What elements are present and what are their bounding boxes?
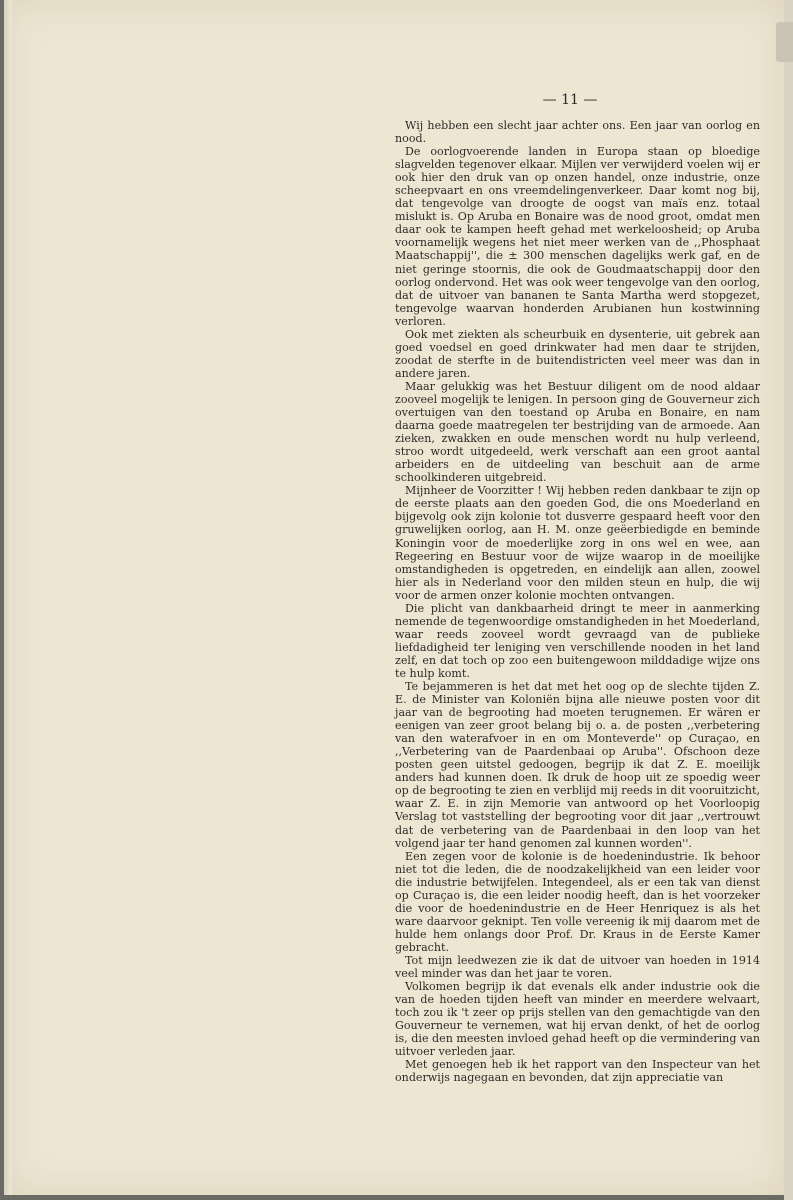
paragraph: Tot mijn leedwezen zie ik dat de uitvoer van hoeden in 1914 veel minder was dan het jaar te voren. — [395, 954, 760, 981]
paragraph: Te bejammeren is het dat met het oog op de slechte tijden Z. E. de Minister van Koloniën bijna alle nieuwe posten voor dit jaar van de begrooting had moeten terugnemen. Er wären er eenigen van zeer groot belang bij o. a. de posten ,,verbetering van den waterafvoer in en om Monteverde'' op Curaçao, en ,,Verbetering van de Paardenbaai op Aruba''. Ofschoon deze posten geen uitstel gedoogen, begrijp ik dat Z. E. moeilijk anders had kunnen doen. Ik druk de hoop uit ze spoedig weer op de begrooting te zien en verblijd mij reeds in dit vooruitzicht, waar Z. E. in zijn Memorie van antwoord op het Voorloopig Verslag tot vaststelling der begrooting voor dit jaar ,,vertrouwt dat de verbetering van de Paardenbaai in den loop van het volgend jaar ter hand genomen zal kunnen worden''. — [395, 680, 760, 850]
paragraph: Mijnheer de Voorzitter ! Wij hebben reden dankbaar te zijn op de eerste plaats aan den goeden God, die ons Moederland en bijgevolg ook zijn kolonie tot dusverre gespaard heeft voor den gruwelijken oorlog, aan H. M. onze geëerbiedigde en beminde Koningin voor de moederlijke zorg in ons wel en wee, aan Regeering en Bestuur voor de wijze waarop in de moeilijke omstandigheden is opgetreden, en eindelijk aan allen, zoowel hier als in Nederland voor den milden steun en hulp, die wij voor de armen onzer kolonie mochten ontvangen. — [395, 484, 760, 602]
page-tab — [776, 22, 793, 62]
paragraph: Die plicht van dankbaarheid dringt te meer in aanmerking nemende de tegenwoordige omstandigheden in het Moederland, waar reeds zooveel wordt gevraagd van de publieke liefdadigheid ter leniging ven verschillende nooden in het land zelf, en dat toch op zoo een buitengewoon milddadige wijze ons te hulp komt. — [395, 601, 760, 680]
paragraph: Ook met ziekten als scheurbuik en dysenterie, uit gebrek aan goed voedsel en goed drinkwater had men daar te strijden, zoodat de sterfte in de buitendistricten veel meer was dan in andere jaren. — [395, 327, 760, 380]
paragraph: Maar gelukkig was het Bestuur diligent om de nood aldaar zooveel mogelijk te lenigen. In persoon ging de Gouverneur zich overtuigen van den toestand op Aruba en Bonaire, en nam daarna goede maatregelen ter bestrijding van de armoede. Aan zieken, zwakken en oude menschen wordt nu hulp verleend, stroo wordt uitgedeeld, werk verschaft aan een groot aantal arbeiders en de uitdeeling van beschuit aan de arme schoolkinderen uitgebreid. — [395, 379, 760, 485]
paragraph: Volkomen begrijp ik dat evenals elk ander industrie ook die van de hoeden tijden heeft van minder en meerdere welvaart, toch zou ik 't zeer op prijs stellen van den gemachtigde van den Gouverneur te vernemen, wat hij ervan denkt, of het de oorlog is, die den meesten invloed gehad heeft op die vermindering van uitvoer verleden jaar. — [395, 980, 760, 1059]
paragraph: Wij hebben een slecht jaar achter ons. Een jaar van oorlog en nood. — [395, 119, 760, 146]
text-column — [395, 119, 760, 1084]
paragraph: De oorlogvoerende landen in Europa staan op bloedige slagvelden tegenover elkaar. Mijlen ver verwijderd voelen wij er ook hier den druk van op onzen handel, onze industrie, onze scheepvaart en ons vreemdelingenverkeer. Daar komt nog bij, dat tengevolge van droogte de oogst van maïs enz. totaal mislukt is. Op Aruba en Bonaire was de nood groot, omdat men daar ook te kampen heeft gehad met werkeloosheid; op Aruba voornamelijk wegens het niet meer werken van de ,,Phosphaat Maatschappij'', die ± 300 menschen dagelijks werk gaf, en de niet geringe stoornis, die ook de Goudmaatschappij door den oorlog ondervond. Het was ook weer tengevolge van den oorlog, dat de uitvoer van bananen te Santa Martha werd stopgezet, tengevolge waarvan honderden Arubianen hun kostwinning verloren. — [395, 145, 760, 328]
page-number: — 11 — — [542, 92, 598, 108]
page-edge — [784, 0, 793, 1200]
paragraph: Een zegen voor de kolonie is de hoedenindustrie. Ik behoor niet tot die leden, die de noodzakelijkheid van een leider voor die industrie betwijfelen. Integendeel, als er een tak van dienst op Curaçao is, die een leider noodig heeft, dan is het voorzeker die voor de hoedenindustrie en de Heer Henriquez is als het ware daarvoor geknipt. Ten volle vereenig ik mij daarom met de hulde hem onlangs door Prof. Dr. Kraus in de Eerste Kamer gebracht. — [395, 849, 760, 954]
binding-strip — [4, 0, 12, 1195]
paragraph: Met genoegen heb ik het rapport van den Inspecteur van het onderwijs nagegaan en bevonden, dat zijn appreciatie van — [395, 1058, 760, 1085]
